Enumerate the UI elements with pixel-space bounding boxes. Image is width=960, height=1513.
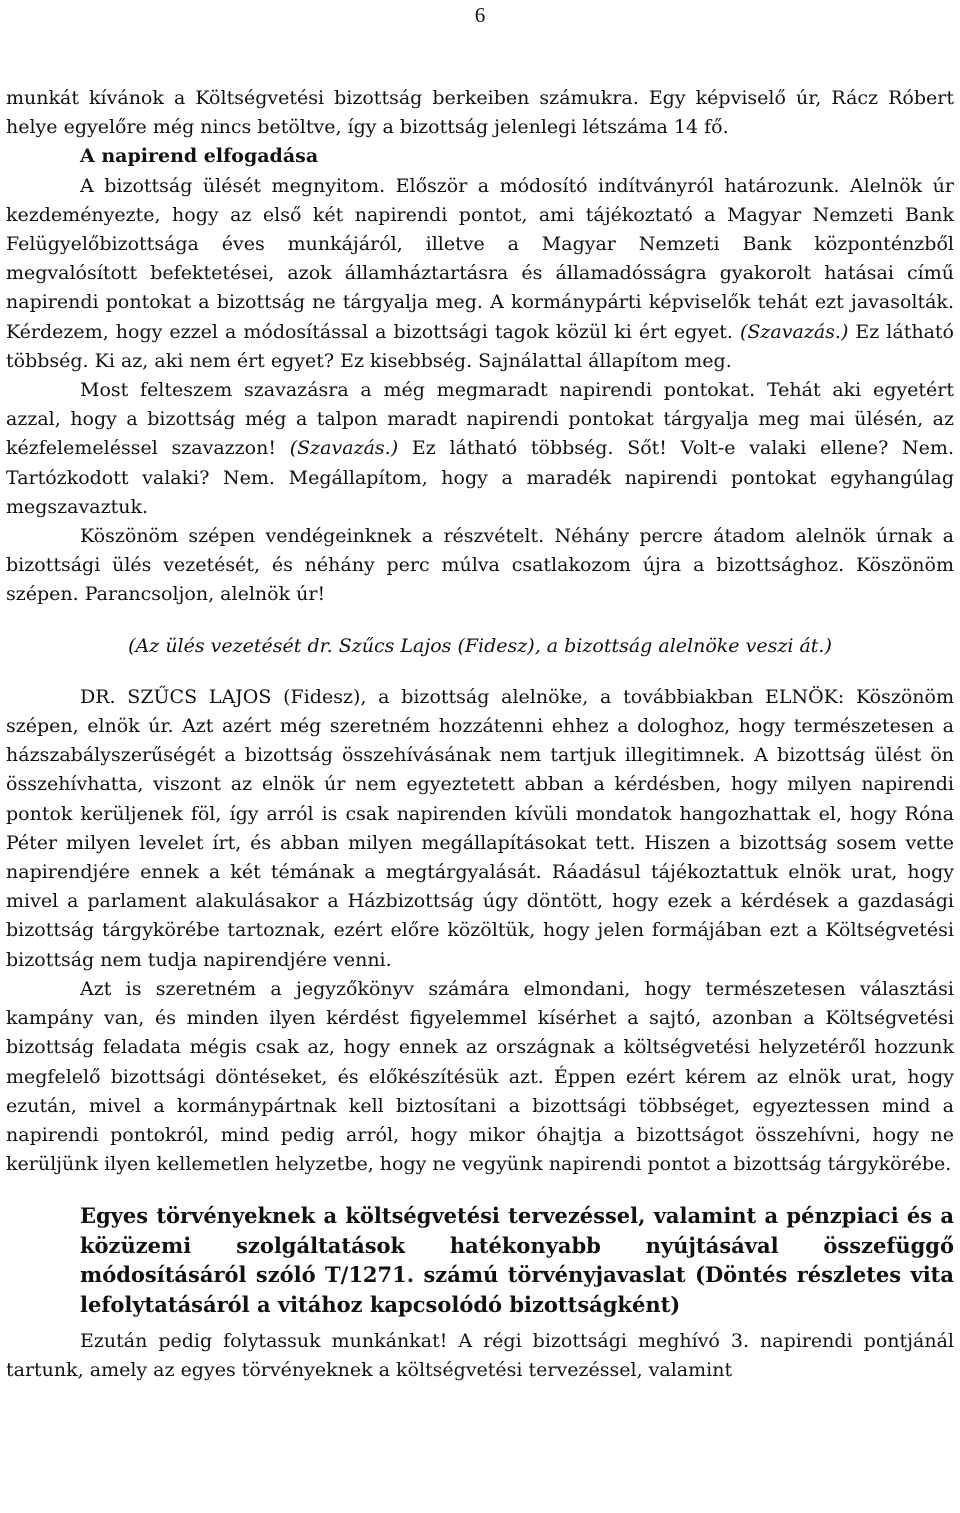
vote-note-2: (Szavazás.): [289, 437, 399, 460]
paragraph-thanks: Köszönöm szépen vendégeinknek a részvételt. Néhány percre átadom alelnök úrnak a bizottsági ülés vezetését, és néhány perc múlva csatlakozom újra a bizottsághoz. Köszönöm szépen. Parancsoljon, alelnök úr!: [6, 525, 954, 606]
paragraph-agenda-vote: [6, 172, 954, 376]
bill-heading: Egyes törvényeknek a költségvetési tervezéssel, valamint a pénzpiaci és a közüzemi szolgáltatások hatékonyabb nyújtásával összefüggő módosításáról szóló T/1271. számú törvényjavaslat (Döntés részletes vita lefolytatásáról a vitához kapcsolódó bizottságként): [80, 1203, 954, 1317]
section-heading-agenda: A napirend elfogadása: [80, 145, 319, 168]
paragraph-remaining-items-result: Ez látható többség. Sőt! Volt-e valaki ellene? Nem. Tartózkodott valaki? Nem. Megállapítom, hogy a maradék napirendi pontokat egyhangúlag megszavaztuk.: [6, 437, 954, 518]
paragraph-minutes-statement: Azt is szeretném a jegyzőkönyv számára elmondani, hogy természetesen választási kampány van, és minden ilyen kérdést figyelemmel kísérhet a sajtó, azonban a Költségvetési bizottság feladata mégis csak az, hogy ennek az országnak a költségvetési helyzetéről hozzunk megfelelő bizottsági döntéseket, és előkészítésük azt. Éppen ezért kérem az elnök urat, hogy ezután, mivel a kormánypártnak kell biztosítani a bizottsági többséget, egyeztessen mind a napirendi pontokról, mind pedig arról, hogy mikor óhajtja a bizottságot összehívni, hogy ne kerüljünk ilyen kellemetlen helyzetbe, hogy ne vegyünk napirendi pontot a bizottság tárgykörébe.: [6, 977, 954, 1176]
document-body: [6, 84, 954, 1385]
paragraph-remaining-items: [6, 376, 954, 522]
paragraph-szucs-statement: DR. SZŰCS LAJOS (Fidesz), a bizottság alelnöke, a továbbiakban ELNÖK: Köszönöm szépen, elnök úr. Azt azért még szeretném hozzátenni ehhez a dologhoz, hogy természetesen a házszabályszerűségét a bizottság összehívásának nem tartjuk illegitimnek. A bizottság ülést ön összehívhatta, viszont az elnök úr nem egyeztetett abban a kérdésben, hogy milyen napirendi pontok kerüljenek föl, így arról is csak napirenden kívüli mondatok hangozhattak el, hogy Róna Péter milyen levelet írt, és abban milyen megállapításokat tett. Hiszen a bizottság sosem vette napirendjére ennek a két témának a megtárgyalását. Ráadásul tájékoztattuk elnök urat, hogy mivel a parlament alakulásakor a Házbizottság úgy döntött, hogy ezek a kérdések a gazdasági bizottság tárgykörébe tartoznak, ezért előre közöltük, hogy jelen formájában ezt a Költségvetési bizottság nem tudja napirendjére venni.: [6, 685, 954, 971]
paragraph-agenda-vote-text: A bizottság ülését megnyitom. Először a módosító indítványról határozunk. Alelnök úr kezdeményezte, hogy az első két napirendi pontot, ami tájékoztató a Magyar Nemzeti Bank Felügyelőbizottsága éves munkájáról, illetve a Magyar Nemzeti Bank központénzből megvalósított befektetései, azok államháztartásra és államadósságra gyakorolt hatásai című napirendi pontokat a bizottság ne tárgyalja meg. A kormánypárti képviselők tehát ezt javasolták. Kérdezem, hogy ezzel a módosítással a bizottsági tagok közül ki ért egyet.: [6, 174, 954, 343]
chair-change-note: (Az ülés vezetését dr. Szűcs Lajos (Fidesz), a bizottság alelnöke veszi át.): [128, 634, 832, 657]
paragraph-continue: Ezután pedig folytassuk munkánkat! A régi bizottsági meghívó 3. napirendi pontjánál tartunk, amely az egyes törvényeknek a költségvetési tervezéssel, valamint: [6, 1329, 954, 1382]
paragraph-intro: munkát kívánok a Költségvetési bizottság berkeiben számukra. Egy képviselő úr, Rácz Róbert helye egyelőre még nincs betöltve, így a bizottság jelenlegi létszáma 14 fő.: [6, 87, 954, 139]
paragraph-remaining-items-text: Most felteszem szavazásra a még megmaradt napirendi pontokat. Tehát aki egyetért azzal, hogy a bizottság még a talpon maradt napirendi pontokat tárgyalja meg mai ülésén, az kézfelemeléssel szavazzon!: [6, 379, 954, 460]
page-number: 6: [474, 3, 486, 27]
paragraph-agenda-vote-result: Ez látható többség. Ki az, aki nem ért egyet? Ez kisebbség. Sajnálattal állapítom meg.: [6, 320, 954, 372]
vote-note: (Szavazás.): [739, 320, 849, 343]
